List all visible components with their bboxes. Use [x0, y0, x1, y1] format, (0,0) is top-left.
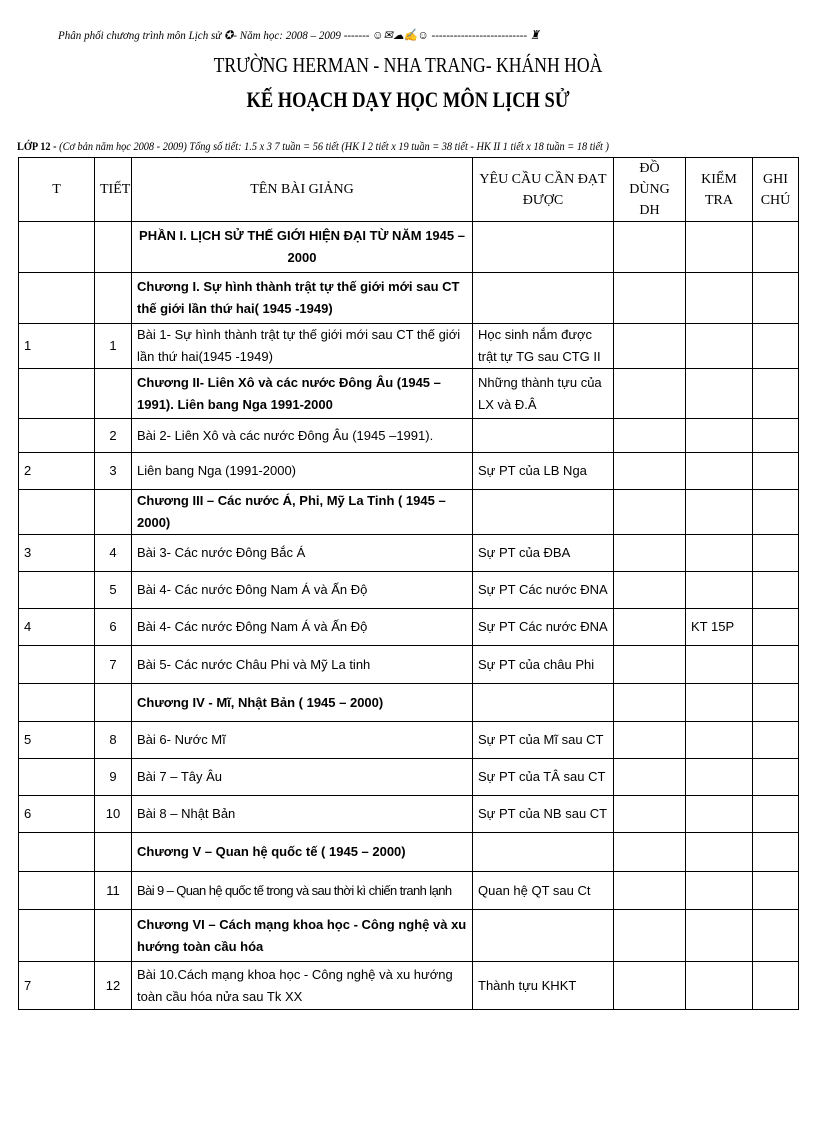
cell-kiem-tra	[686, 572, 753, 609]
cell-ghi-chu	[753, 609, 799, 646]
cell-yeu-cau	[473, 490, 614, 535]
cell-tuan	[19, 419, 95, 453]
cell-do-dung	[614, 962, 686, 1010]
cell-ten-bai-giang: Chương I. Sự hình thành trật tự thế giới mới sau CT thế giới lần thứ hai( 1945 -1949)	[132, 273, 473, 324]
table-row	[19, 684, 799, 722]
table-row	[19, 324, 799, 369]
class-line	[17, 138, 705, 154]
header-ghi-chu	[753, 158, 799, 222]
cell-yeu-cau: Sự PT của TÂ sau CT	[473, 759, 614, 796]
cell-tiet: 6	[95, 609, 132, 646]
table-row	[19, 962, 799, 1010]
cell-do-dung	[614, 684, 686, 722]
header-ghi-chu-line1: GHI	[763, 171, 788, 187]
cell-do-dung	[614, 833, 686, 872]
header-kiem-tra	[686, 158, 753, 222]
cell-kiem-tra	[686, 453, 753, 490]
cell-kiem-tra	[686, 872, 753, 910]
cell-ten-bai-giang: Chương IV - Mĩ, Nhật Bản ( 1945 – 2000)	[132, 684, 473, 722]
table-row	[19, 833, 799, 872]
cell-ten-bai-giang: Bài 2- Liên Xô và các nước Đông Âu (1945 –1991).	[132, 419, 473, 453]
cell-ten-bai-giang: Chương III – Các nước Á, Phi, Mỹ La Tinh ( 1945 – 2000)	[132, 490, 473, 535]
cell-ten-bai-giang: Bài 1- Sự hình thành trật tự thế giới mới sau CT thế giới lần thứ hai(1945 -1949)	[132, 324, 473, 369]
cell-tiet: 9	[95, 759, 132, 796]
header-row	[19, 158, 799, 222]
cell-tuan: 5	[19, 722, 95, 759]
cell-yeu-cau	[473, 419, 614, 453]
cell-tiet: 4	[95, 535, 132, 572]
cell-do-dung	[614, 872, 686, 910]
header-kiem-tra-line1: KIỂM	[701, 171, 737, 187]
cell-do-dung	[614, 369, 686, 419]
cell-tuan	[19, 759, 95, 796]
cell-yeu-cau: Thành tựu KHKT	[473, 962, 614, 1010]
cell-tuan	[19, 833, 95, 872]
cell-kiem-tra: KT 15P	[686, 609, 753, 646]
cell-yeu-cau: Học sinh nắm được trật tự TG sau CTG II	[473, 324, 614, 369]
cell-ghi-chu	[753, 490, 799, 535]
cell-kiem-tra	[686, 722, 753, 759]
cell-yeu-cau: Sự PT Các nước ĐNA	[473, 572, 614, 609]
cell-do-dung	[614, 646, 686, 684]
cell-do-dung	[614, 535, 686, 572]
header-do-dung-line2: DH	[639, 203, 660, 218]
cell-tiet: 8	[95, 722, 132, 759]
cell-ghi-chu	[753, 369, 799, 419]
cell-yeu-cau	[473, 273, 614, 324]
cell-ghi-chu	[753, 910, 799, 962]
cell-tiet: 2	[95, 419, 132, 453]
cell-kiem-tra	[686, 910, 753, 962]
header-tuan: T	[19, 158, 95, 222]
cell-ten-bai-giang: Chương V – Quan hệ quốc tế ( 1945 – 2000)	[132, 833, 473, 872]
table-row	[19, 273, 799, 324]
cell-ten-bai-giang: Bài 6- Nước Mĩ	[132, 722, 473, 759]
cell-ghi-chu	[753, 453, 799, 490]
lesson-plan-table	[18, 157, 799, 1010]
cell-ghi-chu	[753, 684, 799, 722]
cell-kiem-tra	[686, 535, 753, 572]
cell-do-dung	[614, 453, 686, 490]
cell-kiem-tra	[686, 419, 753, 453]
cell-ghi-chu	[753, 872, 799, 910]
cell-do-dung	[614, 419, 686, 453]
cell-do-dung	[614, 222, 686, 273]
cell-yeu-cau: Sự PT của NB sau CT	[473, 796, 614, 833]
cell-ghi-chu	[753, 646, 799, 684]
header-yeu-cau-line2: ĐƯỢC	[522, 192, 564, 208]
header-do-dung-line1: ĐỒ DÙNG	[629, 161, 670, 197]
header-yeu-cau	[473, 158, 614, 222]
cell-ghi-chu	[753, 222, 799, 273]
cell-yeu-cau: Quan hệ QT sau Ct	[473, 872, 614, 910]
cell-ten-bai-giang: Bài 3- Các nước Đông Bắc Á	[132, 535, 473, 572]
cell-ten-bai-giang: Chương VI – Cách mạng khoa học - Công nghệ và xu hướng toàn cầu hóa	[132, 910, 473, 962]
cell-ghi-chu	[753, 796, 799, 833]
table-row	[19, 222, 799, 273]
cell-yeu-cau	[473, 684, 614, 722]
cell-tuan: 2	[19, 453, 95, 490]
cell-tuan	[19, 222, 95, 273]
table-row	[19, 369, 799, 419]
cell-do-dung	[614, 759, 686, 796]
cell-do-dung	[614, 490, 686, 535]
cell-tiet	[95, 833, 132, 872]
cell-kiem-tra	[686, 962, 753, 1010]
cell-do-dung	[614, 324, 686, 369]
cell-tiet: 3	[95, 453, 132, 490]
cell-tuan	[19, 273, 95, 324]
table-row	[19, 759, 799, 796]
class-label: LỚP 12 -	[17, 139, 57, 153]
cell-kiem-tra	[686, 324, 753, 369]
cell-yeu-cau: Sự PT của LB Nga	[473, 453, 614, 490]
cell-do-dung	[614, 910, 686, 962]
table-row	[19, 490, 799, 535]
header-ghi-chu-line2: CHÚ	[760, 192, 791, 208]
cell-do-dung	[614, 722, 686, 759]
cell-yeu-cau: Sự PT của ĐBA	[473, 535, 614, 572]
cell-tiet	[95, 684, 132, 722]
table-row	[19, 796, 799, 833]
cell-ten-bai-giang: Bài 5- Các nước Châu Phi và Mỹ La tinh	[132, 646, 473, 684]
table-row	[19, 646, 799, 684]
cell-kiem-tra	[686, 222, 753, 273]
cell-ten-bai-giang: Bài 4- Các nước Đông Nam Á và Ấn Độ	[132, 609, 473, 646]
cell-tuan	[19, 369, 95, 419]
table-row	[19, 453, 799, 490]
cell-ghi-chu	[753, 962, 799, 1010]
cell-tiet: 10	[95, 796, 132, 833]
cell-tiet: 5	[95, 572, 132, 609]
cell-ghi-chu	[753, 535, 799, 572]
cell-tuan: 3	[19, 535, 95, 572]
cell-yeu-cau: Những thành tựu của LX và Đ.Â	[473, 369, 614, 419]
cell-ten-bai-giang: Bài 7 – Tây Âu	[132, 759, 473, 796]
cell-kiem-tra	[686, 490, 753, 535]
cell-tiet	[95, 490, 132, 535]
cell-ten-bai-giang: Bài 8 – Nhật Bản	[132, 796, 473, 833]
cell-yeu-cau	[473, 222, 614, 273]
cell-do-dung	[614, 572, 686, 609]
table-row	[19, 535, 799, 572]
table-row	[19, 872, 799, 910]
cell-tiet	[95, 369, 132, 419]
running-head: Phân phối chương trình môn Lịch sử ✪- Năm học: 2008 – 2009 ------- ☺✉☁✍☺ -------------------------- ♜	[58, 28, 540, 42]
cell-tuan	[19, 872, 95, 910]
cell-tiet: 11	[95, 872, 132, 910]
cell-tiet	[95, 273, 132, 324]
cell-ten-bai-giang: Bài 9 – Quan hệ quốc tế trong và sau thời kì chiến tranh lạnh	[132, 872, 473, 910]
cell-ghi-chu	[753, 419, 799, 453]
cell-kiem-tra	[686, 646, 753, 684]
cell-tuan: 1	[19, 324, 95, 369]
cell-tiet: 1	[95, 324, 132, 369]
table-row	[19, 419, 799, 453]
cell-do-dung	[614, 609, 686, 646]
table-row	[19, 572, 799, 609]
header-do-dung	[614, 158, 686, 222]
cell-tuan: 4	[19, 609, 95, 646]
class-details: (Cơ bản năm học 2008 - 2009) Tổng số tiết: 1.5 x 3 7 tuần = 56 tiết (HK I 2 tiết x 19 tuần = 38 tiết - HK II 1 tiết x 18 tuần = 18 tiết )	[56, 139, 609, 153]
cell-do-dung	[614, 796, 686, 833]
header-ten-bai-giang: TÊN BÀI GIẢNG	[132, 158, 473, 222]
cell-ghi-chu	[753, 722, 799, 759]
cell-ghi-chu	[753, 324, 799, 369]
cell-tiet	[95, 910, 132, 962]
cell-tuan	[19, 572, 95, 609]
cell-tuan	[19, 684, 95, 722]
cell-tuan: 7	[19, 962, 95, 1010]
school-name: TRƯỜNG HERMAN - NHA TRANG- KHÁNH HOÀ	[213, 53, 603, 77]
cell-tiet: 7	[95, 646, 132, 684]
cell-ghi-chu	[753, 572, 799, 609]
cell-ghi-chu	[753, 833, 799, 872]
cell-ten-bai-giang: Chương II- Liên Xô và các nước Đông Âu (1945 –1991). Liên bang Nga 1991-2000	[132, 369, 473, 419]
cell-ghi-chu	[753, 759, 799, 796]
cell-yeu-cau	[473, 910, 614, 962]
cell-tuan: 6	[19, 796, 95, 833]
cell-kiem-tra	[686, 369, 753, 419]
cell-tiet	[95, 222, 132, 273]
cell-tuan	[19, 646, 95, 684]
cell-yeu-cau: Sự PT của châu Phi	[473, 646, 614, 684]
cell-ten-bai-giang: PHẦN I. LỊCH SỬ THẾ GIỚI HIỆN ĐẠI TỪ NĂM 1945 – 2000	[132, 222, 473, 273]
cell-tuan	[19, 490, 95, 535]
cell-ghi-chu	[753, 273, 799, 324]
table-row	[19, 609, 799, 646]
table-row	[19, 722, 799, 759]
cell-ten-bai-giang: Liên bang Nga (1991-2000)	[132, 453, 473, 490]
cell-kiem-tra	[686, 684, 753, 722]
cell-kiem-tra	[686, 833, 753, 872]
plan-title: KẾ HOẠCH DẠY HỌC MÔN LỊCH SỬ	[246, 87, 570, 112]
cell-tiet: 12	[95, 962, 132, 1010]
cell-tuan	[19, 910, 95, 962]
header-yeu-cau-line1: YÊU CẦU CẦN ĐẠT	[479, 171, 607, 187]
cell-do-dung	[614, 273, 686, 324]
table-row	[19, 910, 799, 962]
cell-ten-bai-giang: Bài 4- Các nước Đông Nam Á và Ấn Độ	[132, 572, 473, 609]
cell-kiem-tra	[686, 273, 753, 324]
cell-yeu-cau	[473, 833, 614, 872]
cell-yeu-cau: Sự PT của Mĩ sau CT	[473, 722, 614, 759]
header-kiem-tra-line2: TRA	[705, 192, 733, 208]
header-tiet: TIẾT	[95, 158, 132, 222]
cell-kiem-tra	[686, 796, 753, 833]
cell-ten-bai-giang: Bài 10.Cách mạng khoa học - Công nghệ và xu hướng toàn cầu hóa nửa sau Tk XX	[132, 962, 473, 1010]
cell-kiem-tra	[686, 759, 753, 796]
cell-yeu-cau: Sự PT Các nước ĐNA	[473, 609, 614, 646]
